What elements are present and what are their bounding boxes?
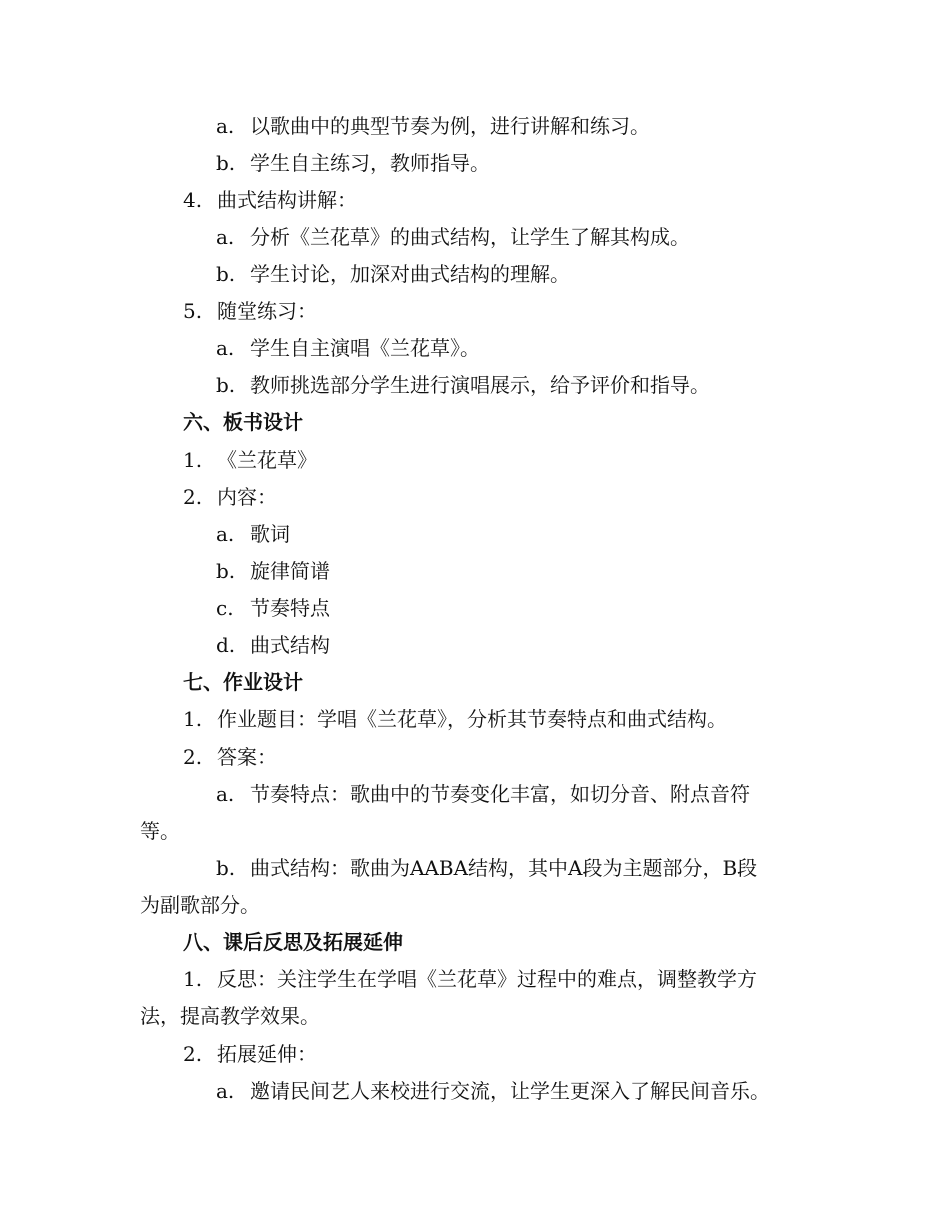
list-item [216, 223, 690, 251]
list-text: 邀请民间艺人来校进行交流，让学生更深入了解民间音乐。 [250, 1079, 770, 1103]
list-text: 学生自主练习，教师指导。 [250, 151, 490, 175]
list-marker: a. [216, 522, 235, 546]
list-item [216, 780, 750, 808]
list-marker: a. [216, 782, 235, 806]
list-item [183, 1040, 317, 1068]
list-text: 曲式结构讲解： [217, 188, 357, 212]
list-item [183, 446, 317, 474]
list-text: 《兰花草》 [217, 448, 317, 472]
list-marker: b. [216, 262, 236, 286]
section-heading: 八、课后反思及拓展延伸 [183, 930, 403, 954]
list-item-continuation: 等。 [140, 819, 180, 843]
list-text: 曲式结构 [250, 633, 330, 657]
list-marker: 1. [183, 448, 203, 472]
list-text: 节奏特点 [250, 596, 330, 620]
list-item [216, 594, 330, 622]
list-item [216, 854, 757, 882]
list-text: 学生自主演唱《兰花草》。 [250, 336, 480, 360]
list-marker: b. [216, 151, 236, 175]
list-item [183, 297, 317, 325]
list-text: 拓展延伸： [217, 1042, 317, 1066]
list-marker: b. [216, 373, 236, 397]
list-marker: 1. [183, 707, 203, 731]
section-heading: 六、板书设计 [183, 410, 303, 434]
list-marker: 2. [183, 745, 203, 769]
list-item [183, 483, 277, 511]
list-marker: b. [216, 856, 236, 880]
list-item [216, 371, 710, 399]
list-marker: 4. [183, 188, 203, 212]
list-item [183, 705, 727, 733]
list-item [183, 743, 277, 771]
list-text: 曲式结构：歌曲为AABA结构，其中A段为主题部分，B段 [250, 856, 758, 880]
list-marker: b. [216, 559, 236, 583]
list-text: 分析《兰花草》的曲式结构，让学生了解其构成。 [250, 225, 690, 249]
list-marker: 2. [183, 485, 203, 509]
list-text: 旋律简谱 [250, 559, 330, 583]
list-item [216, 520, 290, 548]
list-text: 答案： [217, 745, 277, 769]
list-item [216, 334, 480, 362]
list-text: 内容： [217, 485, 277, 509]
list-marker: 2. [183, 1042, 203, 1066]
list-item [216, 557, 330, 585]
list-text: 反思：关注学生在学唱《兰花草》过程中的难点，调整教学方 [217, 967, 757, 991]
list-marker: d. [216, 633, 236, 657]
list-item [183, 186, 357, 214]
list-marker: 5. [183, 299, 203, 323]
list-marker: c. [216, 596, 234, 620]
list-text: 随堂练习： [217, 299, 317, 323]
list-item-continuation: 法，提高教学效果。 [140, 1004, 320, 1028]
list-marker: a. [216, 336, 235, 360]
list-text: 作业题目：学唱《兰花草》，分析其节奏特点和曲式结构。 [217, 707, 727, 731]
list-marker: a. [216, 1079, 235, 1103]
list-text: 学生讨论，加深对曲式结构的理解。 [250, 262, 570, 286]
list-marker: 1. [183, 967, 203, 991]
list-text: 节奏特点：歌曲中的节奏变化丰富，如切分音、附点音符 [250, 782, 750, 806]
list-item [216, 631, 330, 659]
list-item [216, 149, 490, 177]
list-text: 歌词 [250, 522, 290, 546]
list-marker: a. [216, 114, 235, 138]
list-item-continuation: 为副歌部分。 [140, 893, 260, 917]
list-item [183, 965, 757, 993]
list-text: 教师挑选部分学生进行演唱展示，给予评价和指导。 [250, 373, 710, 397]
list-marker: a. [216, 225, 235, 249]
list-item [216, 1077, 770, 1105]
list-text: 以歌曲中的典型节奏为例，进行讲解和练习。 [250, 114, 650, 138]
section-heading: 七、作业设计 [183, 670, 303, 694]
list-item [216, 260, 570, 288]
list-item [216, 112, 650, 140]
